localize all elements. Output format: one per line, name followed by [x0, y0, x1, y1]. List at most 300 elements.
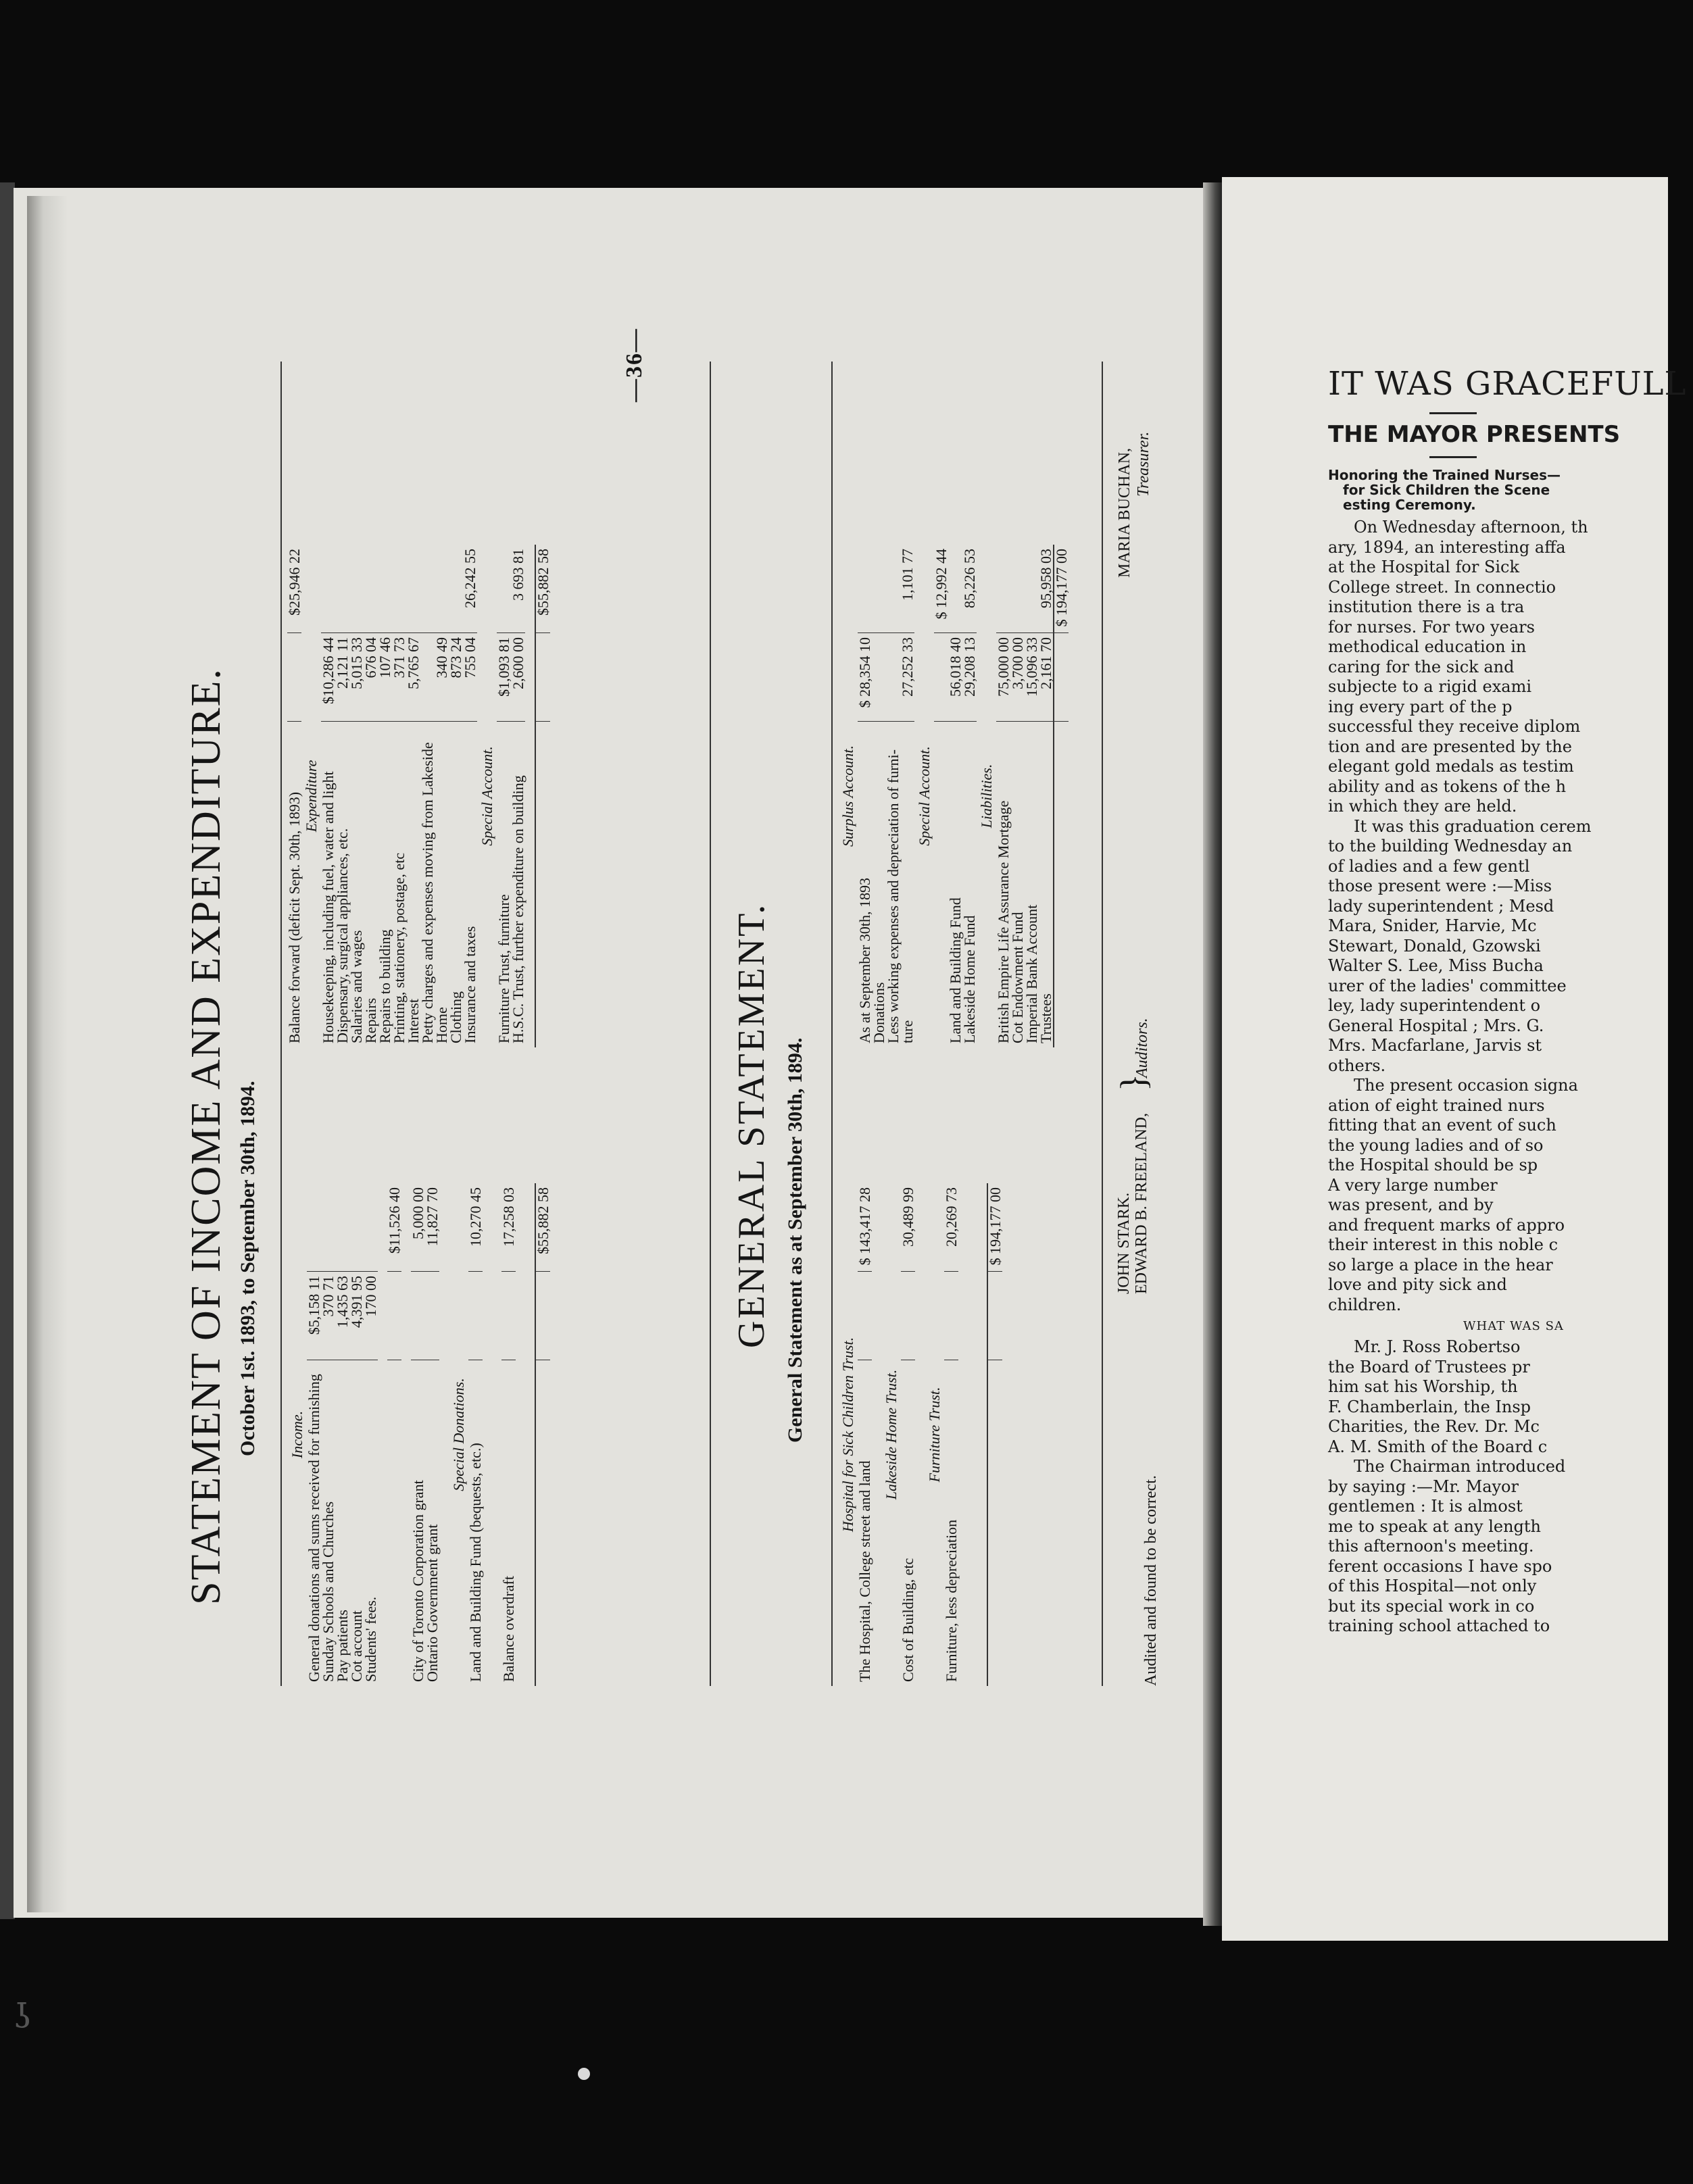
expenditure-row-label	[420, 722, 435, 1048]
liability-row-subtotal: 85,226 53	[962, 545, 977, 633]
expenditure-row-label	[364, 722, 378, 1048]
expenditure-row-label	[435, 722, 449, 1048]
liabilities-total-blank-2	[1054, 633, 1069, 722]
special-donations-heading-label: Special Donations.	[450, 1378, 467, 1491]
expenditure-row	[420, 545, 435, 1047]
row-gap-cell	[958, 1183, 968, 1686]
expenditure-row	[287, 545, 301, 1047]
liability-row-text: Imperial Bank Account	[1023, 904, 1040, 1043]
special-account-row	[497, 545, 511, 1047]
statement-title: STATEMENT OF INCOME AND EXPENDITURE.	[183, 668, 229, 1605]
expenditure-row	[463, 545, 477, 1047]
liability-section-label: Liabilities.	[978, 764, 995, 828]
article-line: ley, lady superintendent o	[1328, 996, 1541, 1015]
special-donation-row-text: Land and Building Fund (bequests, etc.)	[467, 1443, 484, 1682]
general-statement-subtitle: General Statement as at September 30th, 1894.	[784, 1037, 806, 1443]
row-gap	[958, 1183, 968, 1686]
article-line: of this Hospital—not only	[1328, 1577, 1537, 1595]
article-line: the Hospital should be sp	[1328, 1156, 1538, 1174]
special-account-heading-label: Special Account.	[479, 746, 495, 846]
page-curl-mark: ʖ	[14, 1997, 32, 2036]
expenditure-row	[364, 545, 378, 1047]
dust-speck	[578, 2068, 590, 2080]
row-gap	[977, 1183, 987, 1686]
liability-row-subtotal: 1,101 77	[900, 545, 914, 633]
asset-row	[944, 1183, 958, 1686]
expenditure-row-subtotal	[420, 545, 435, 633]
income-row-amount	[425, 1272, 439, 1360]
special-donation-row-label	[501, 1360, 516, 1687]
row-gap	[968, 1183, 977, 1686]
expenditure-row-text: Interest	[405, 999, 422, 1043]
special-account-row-subtotal: 3 693 81	[511, 545, 525, 633]
expenditure-table	[287, 545, 550, 1047]
asset-section	[925, 1183, 944, 1686]
expenditure-row-amount: 5,765 67	[406, 633, 420, 722]
asset-text: The Hospital, College street and land	[856, 1460, 873, 1682]
statement-bottom-rule	[710, 362, 711, 1686]
income-row-subtotal	[307, 1183, 321, 1272]
article-paragraph-5	[1328, 1457, 1693, 1637]
liability-row	[1025, 545, 1039, 1047]
article-paragraph-4	[1328, 1337, 1693, 1457]
income-row-subtotal: 5,000 00	[411, 1183, 425, 1272]
article-line: successful they receive diplom	[1328, 717, 1581, 736]
row-gap-cell	[915, 1183, 925, 1686]
asset-row	[901, 1183, 915, 1686]
article-line: their interest in this noble c	[1328, 1235, 1559, 1254]
asset-blank	[858, 1272, 872, 1360]
asset-text: Cost of Building, etc	[900, 1558, 916, 1682]
income-row-amount	[387, 1272, 401, 1360]
liability-row-subtotal	[872, 545, 886, 633]
article-line: ation of eight trained nurs	[1328, 1095, 1545, 1115]
income-total-blank-2	[535, 1272, 550, 1360]
row-gap	[525, 545, 535, 1047]
expenditure-total	[535, 545, 550, 1047]
article-line: him sat his Worship, th	[1328, 1377, 1518, 1396]
special-account-heading	[477, 545, 497, 1047]
article-line: A. M. Smith of the Board c	[1328, 1437, 1548, 1456]
article-line: the Board of Trustees pr	[1328, 1357, 1530, 1376]
expenditure-row-text: Balance forward (deficit Sept. 30th, 1893)	[286, 791, 303, 1043]
liability-row-label	[1039, 722, 1054, 1048]
expenditure-row-text: Home	[433, 1007, 450, 1043]
special-account-row-amount: $1,093 81	[497, 633, 511, 722]
special-donation-row-subtotal: 17,258 03	[501, 1183, 516, 1272]
expenditure-row	[335, 545, 349, 1047]
asset-blank	[901, 1272, 915, 1360]
article-line: methodical education in	[1328, 637, 1527, 656]
article-line: Mr. J. Ross Robertso	[1328, 1337, 1693, 1358]
article-line: Mara, Snider, Harvie, Mc	[1328, 916, 1537, 935]
expenditure-row-amount	[287, 633, 301, 722]
liability-row	[858, 545, 872, 1047]
liability-row-amount: 27,252 33	[900, 633, 914, 722]
expenditure-heading-label: Expenditure	[303, 760, 320, 833]
deck-line: esting Ceremony.	[1343, 497, 1476, 513]
special-account-row-amount: 2,600 00	[511, 633, 525, 722]
brace-glyph: }	[1113, 1074, 1154, 1091]
row-gap	[483, 1183, 492, 1686]
expenditure-row-label	[321, 722, 335, 1048]
article-line: and frequent marks of appro	[1328, 1215, 1565, 1235]
liabilities-total-blank-1	[1054, 722, 1069, 1048]
rotated-statement-page	[142, 307, 1304, 1727]
liability-row-amount: 75,000 00	[996, 633, 1010, 722]
article-line: ability and as tokens of the h	[1328, 776, 1567, 796]
expenditure-row-text: Dispensary, surgical appliances, etc.	[334, 828, 351, 1043]
income-row	[321, 1183, 335, 1686]
assets-total-blank-1	[987, 1360, 1002, 1687]
article-line: training school attached to	[1328, 1616, 1550, 1635]
special-account-row-text: Furniture Trust, furniture	[495, 894, 512, 1043]
liability-row	[948, 545, 962, 1047]
article-line: by saying :—Mr. Mayor	[1328, 1476, 1519, 1496]
article-line: this afternoon's meeting.	[1328, 1537, 1534, 1556]
expenditure-row-subtotal	[335, 545, 349, 633]
liability-row	[934, 545, 948, 1047]
asset-value: $ 143,417 28	[858, 1183, 872, 1272]
liability-row-amount	[872, 633, 886, 722]
expenditure-row-text: Petty charges and expenses moving from Lakeside	[419, 742, 436, 1043]
row-gap-cell	[968, 1183, 977, 1686]
liability-section	[914, 545, 934, 1047]
expenditure-row-amount: $10,286 44	[321, 633, 335, 722]
expenditure-row-label	[287, 722, 301, 1048]
expenditure-row-subtotal	[321, 545, 335, 633]
expenditure-row-amount: 2,121 11	[335, 633, 349, 722]
asset-label	[858, 1360, 872, 1687]
row-gap	[439, 1183, 449, 1686]
expenditure-row-amount: 340 49	[435, 633, 449, 722]
subhead-rule	[1429, 456, 1477, 458]
auditor-names	[1113, 1074, 1154, 1294]
expenditure-row-subtotal	[449, 545, 463, 633]
expenditure-row-text: Salaries and wages	[348, 930, 365, 1043]
liability-row	[886, 545, 900, 1047]
statement-subtitle: October 1st. 1893, to September 30th, 1894.	[237, 1081, 259, 1456]
indent	[1328, 518, 1354, 537]
article-line: fitting that an event of such	[1328, 1116, 1556, 1135]
liability-section-label: Special Account.	[916, 746, 933, 846]
income-row	[387, 1183, 401, 1686]
liability-row-label	[886, 722, 900, 1048]
liability-row-subtotal: 95,958 03	[1039, 545, 1054, 633]
article-paragraph-3	[1328, 1076, 1693, 1315]
income-row-subtotal	[349, 1183, 364, 1272]
article-line: but its special work in co	[1328, 1596, 1535, 1616]
special-donation-row-text: Balance overdraft	[500, 1576, 517, 1682]
row-gap-cell	[439, 1183, 449, 1686]
article-line: was present, and by	[1328, 1195, 1494, 1214]
liability-row-amount	[886, 633, 900, 722]
auditor-2: EDWARD B. FREELAND,	[1133, 1113, 1150, 1294]
assets-total-blank-2	[987, 1272, 1002, 1360]
article-line: ing every part of the p	[1328, 697, 1513, 716]
special-account-row	[511, 545, 525, 1047]
article-line: me to speak at any length	[1328, 1516, 1542, 1536]
treasurer-title: Treasurer.	[1135, 431, 1152, 497]
income-row	[411, 1183, 425, 1686]
article-line: It was this graduation cerem	[1328, 817, 1693, 837]
article-line: subjecte to a rigid exami	[1328, 677, 1532, 696]
special-donation-row-label	[468, 1360, 483, 1687]
article-line: so large a place in the hear	[1328, 1255, 1553, 1274]
indent	[1328, 817, 1354, 836]
article-line: children.	[1328, 1295, 1402, 1314]
article-line: The Chairman introduced	[1328, 1457, 1693, 1477]
article-line: Mrs. Macfarlane, Jarvis st	[1328, 1036, 1542, 1055]
expenditure-row-subtotal: $25,946 22	[287, 545, 301, 633]
income-row-subtotal: $11,526 40	[387, 1183, 401, 1272]
liability-row-text: As at September 30th, 1893	[856, 877, 873, 1043]
special-donation-row	[468, 1183, 483, 1686]
income-row-label	[335, 1360, 349, 1687]
income-row-amount: $5,158 11	[307, 1272, 321, 1360]
income-total-value: $55,882 58	[535, 1183, 550, 1272]
expenditure-row-text: Printing, stationery, postage, etc	[391, 852, 408, 1043]
income-row-text: Students' fees.	[362, 1596, 379, 1682]
article-subhead: THE MAYOR PRESENTS	[1328, 421, 1621, 448]
special-donations-heading	[449, 1183, 468, 1686]
liability-row-amount: $ 28,354 10	[858, 633, 872, 722]
expenditure-row-subtotal	[406, 545, 420, 633]
income-row-amount: 1,435 63	[335, 1272, 349, 1360]
asset-text: Furniture, less depreciation	[943, 1519, 960, 1682]
income-row-amount	[411, 1272, 425, 1360]
expenditure-row	[406, 545, 420, 1047]
row-gap	[525, 1183, 535, 1686]
liability-row-subtotal	[1025, 545, 1039, 633]
income-row-text: Cot account	[348, 1610, 365, 1682]
statement-top-rule	[280, 362, 282, 1686]
income-row-label	[307, 1360, 321, 1687]
article-paragraph-1	[1328, 518, 1693, 817]
expenditure-row-amount: 371 73	[392, 633, 406, 722]
income-row-text: Ontario Government grant	[424, 1524, 441, 1682]
liability-row-label	[962, 722, 977, 1048]
article-line: gentlemen : It is almost	[1328, 1497, 1523, 1516]
liability-row-label	[872, 722, 886, 1048]
page-number: —36—	[622, 328, 647, 402]
income-row-text: General donations and sums received for furnishing	[305, 1374, 322, 1682]
income-row-amount: 170 00	[364, 1272, 378, 1360]
income-row-subtotal	[321, 1183, 335, 1272]
liability-row	[1039, 545, 1054, 1047]
special-donation-row-amount	[468, 1272, 483, 1360]
book-spine-edge	[0, 182, 15, 1919]
liability-row	[900, 545, 914, 1047]
row-gap-cell	[378, 1183, 387, 1686]
expenditure-row	[378, 545, 392, 1047]
article-line: General Hospital ; Mrs. G.	[1328, 1016, 1544, 1035]
article-section-head: WHAT WAS SA	[1463, 1319, 1564, 1333]
expenditure-total-blank-1	[535, 722, 550, 1048]
expenditure-row	[349, 545, 364, 1047]
asset-row	[858, 1183, 872, 1686]
liability-row-text: Land and Building Fund	[947, 897, 964, 1043]
expenditure-row-text: Clothing	[447, 991, 464, 1043]
article-line: of ladies and a few gentl	[1328, 856, 1530, 876]
expenditure-total-blank-2	[535, 633, 550, 722]
income-row-label	[411, 1360, 425, 1687]
article-line: The present occasion signa	[1328, 1076, 1693, 1096]
article-line: love and pity sick and	[1328, 1275, 1507, 1294]
expenditure-row-label	[349, 722, 364, 1048]
income-row-amount: 4,391 95	[349, 1272, 364, 1360]
expenditure-row-amount: 873 24	[449, 633, 463, 722]
expenditure-row-label	[335, 722, 349, 1048]
indent	[1328, 1076, 1354, 1095]
expenditure-total-value: $55,882 58	[535, 545, 550, 633]
article-line: urer of the ladies' committee	[1328, 976, 1567, 995]
assets-total-value: $ 194,177 00	[987, 1183, 1002, 1272]
liability-row-amount: 29,208 13	[962, 633, 977, 722]
special-account-row-subtotal	[497, 545, 511, 633]
article-line: to the building Wednesday an	[1328, 837, 1573, 855]
liability-row	[962, 545, 977, 1047]
asset-value: 30,489 99	[901, 1183, 915, 1272]
expenditure-row	[449, 545, 463, 1047]
liability-row-text: Lakeside Home Fund	[961, 915, 978, 1043]
income-row	[307, 1183, 321, 1686]
special-account-row-label	[497, 722, 511, 1048]
expenditure-row-subtotal: 26,242 55	[463, 545, 477, 633]
article-line: Charities, the Rev. Dr. Mc	[1328, 1417, 1540, 1436]
general-statement-title: GENERAL STATEMENT.	[731, 902, 772, 1348]
liability-row-text: Donations	[870, 982, 887, 1043]
special-account-row-text: H.S.C. Trust, further expenditure on building	[510, 775, 526, 1043]
income-heading	[287, 1183, 307, 1686]
expenditure-row	[392, 545, 406, 1047]
article-paragraph-2	[1328, 817, 1693, 1076]
income-row-label	[425, 1360, 439, 1687]
special-account-row-label	[511, 722, 525, 1048]
liability-row-text: Trustees	[1037, 993, 1054, 1043]
income-row	[425, 1183, 439, 1686]
article-line: College street. In connectio	[1328, 577, 1556, 597]
income-table	[287, 1183, 550, 1686]
article-line: elegant gold medals as testim	[1328, 757, 1574, 776]
article-line: F. Chamberlain, the Insp	[1328, 1397, 1531, 1416]
article-line: for nurses. For two years	[1328, 617, 1535, 637]
liability-row-text: Less working expenses and depreciation of furni-	[885, 749, 902, 1043]
article-line: at the Hospital for Sick	[1328, 557, 1520, 576]
article-line: institution there is a tra	[1328, 597, 1525, 616]
article-line: caring for the sick and	[1328, 657, 1515, 676]
liability-row-subtotal	[948, 545, 962, 633]
asset-section-label: Lakeside Home Trust.	[883, 1369, 900, 1500]
liability-row-label	[858, 722, 872, 1048]
asset-value: 20,269 73	[944, 1183, 958, 1272]
article-line: in which they are held.	[1328, 797, 1517, 816]
income-row-subtotal	[364, 1183, 378, 1272]
auditors-label: Auditors.	[1133, 1018, 1151, 1078]
general-bottom-rule	[1102, 362, 1103, 1686]
expenditure-row-text: Repairs to building	[376, 929, 393, 1043]
income-row	[349, 1183, 364, 1686]
liability-row-label	[996, 722, 1010, 1048]
income-row-text: Sunday Schools and Churches	[320, 1501, 337, 1682]
expenditure-row-label	[378, 722, 392, 1048]
liability-row-subtotal	[1010, 545, 1025, 633]
assets-table	[838, 1183, 1002, 1686]
liability-row-label	[1025, 722, 1039, 1048]
asset-section-label: Hospital for Sick Children Trust.	[839, 1337, 856, 1533]
liability-row-label	[948, 722, 962, 1048]
article-line: ferent occasions I have spo	[1328, 1556, 1552, 1576]
liability-section	[977, 545, 996, 1047]
indent	[1328, 1337, 1354, 1356]
liability-row-subtotal	[996, 545, 1010, 633]
liability-row-amount: 56,018 40	[948, 633, 962, 722]
special-donation-row-amount	[501, 1272, 516, 1360]
expenditure-row-label	[449, 722, 463, 1048]
assets-total	[987, 1183, 1002, 1686]
article-line: ary, 1894, an interesting affa	[1328, 537, 1566, 557]
headline-rule	[1429, 412, 1477, 414]
income-row-amount: 370 71	[321, 1272, 335, 1360]
row-gap-cell	[872, 1183, 881, 1686]
liability-row-text: Cot Endowment Fund	[1009, 912, 1026, 1043]
liability-row-text: ture	[899, 1020, 916, 1043]
asset-section-label: Furniture Trust.	[926, 1387, 943, 1483]
asset-label	[944, 1360, 958, 1687]
income-row	[364, 1183, 378, 1686]
article-deck	[1328, 468, 1693, 512]
expenditure-row-text: Insurance and taxes	[462, 926, 479, 1043]
page-edge-shadow	[27, 196, 68, 1912]
liability-row-label	[900, 722, 914, 1048]
income-row-label	[364, 1360, 378, 1687]
expenditure-row-label	[463, 722, 477, 1048]
liability-row-label	[934, 722, 948, 1048]
treasurer-block	[1115, 432, 1153, 578]
liability-row	[872, 545, 886, 1047]
row-gap-cell	[977, 1183, 987, 1686]
article-line: Walter S. Lee, Miss Bucha	[1328, 956, 1544, 975]
special-donation-row	[501, 1183, 516, 1686]
row-gap	[915, 1183, 925, 1686]
expenditure-row-amount	[420, 633, 435, 722]
income-row-subtotal	[335, 1183, 349, 1272]
liability-row-subtotal	[858, 545, 872, 633]
expenditure-row	[435, 545, 449, 1047]
row-gap	[516, 1183, 525, 1686]
liability-row-amount: 15,096 33	[1025, 633, 1039, 722]
article-line: the young ladies and of so	[1328, 1135, 1544, 1155]
row-gap-cell	[483, 1183, 492, 1686]
asset-blank	[944, 1272, 958, 1360]
liability-section-label: Surplus Account.	[839, 745, 856, 847]
row-gap-cell	[525, 545, 535, 1047]
liability-row	[996, 545, 1010, 1047]
expenditure-row-amount: 107 46	[378, 633, 392, 722]
article-line: A very large number	[1328, 1175, 1498, 1195]
row-gap-cell	[525, 1183, 535, 1686]
row-gap-cell	[516, 1183, 525, 1686]
income-row	[335, 1183, 349, 1686]
liabilities-table	[838, 545, 1069, 1047]
expenditure-heading	[301, 545, 321, 1047]
income-row-subtotal: 11,827 70	[425, 1183, 439, 1272]
liability-row-text: British Empire Life Assurance Mortgage	[995, 800, 1012, 1043]
expenditure-row-amount: 676 04	[364, 633, 378, 722]
income-row-label	[321, 1360, 335, 1687]
expenditure-row-subtotal	[378, 545, 392, 633]
article-line: others.	[1328, 1056, 1386, 1075]
